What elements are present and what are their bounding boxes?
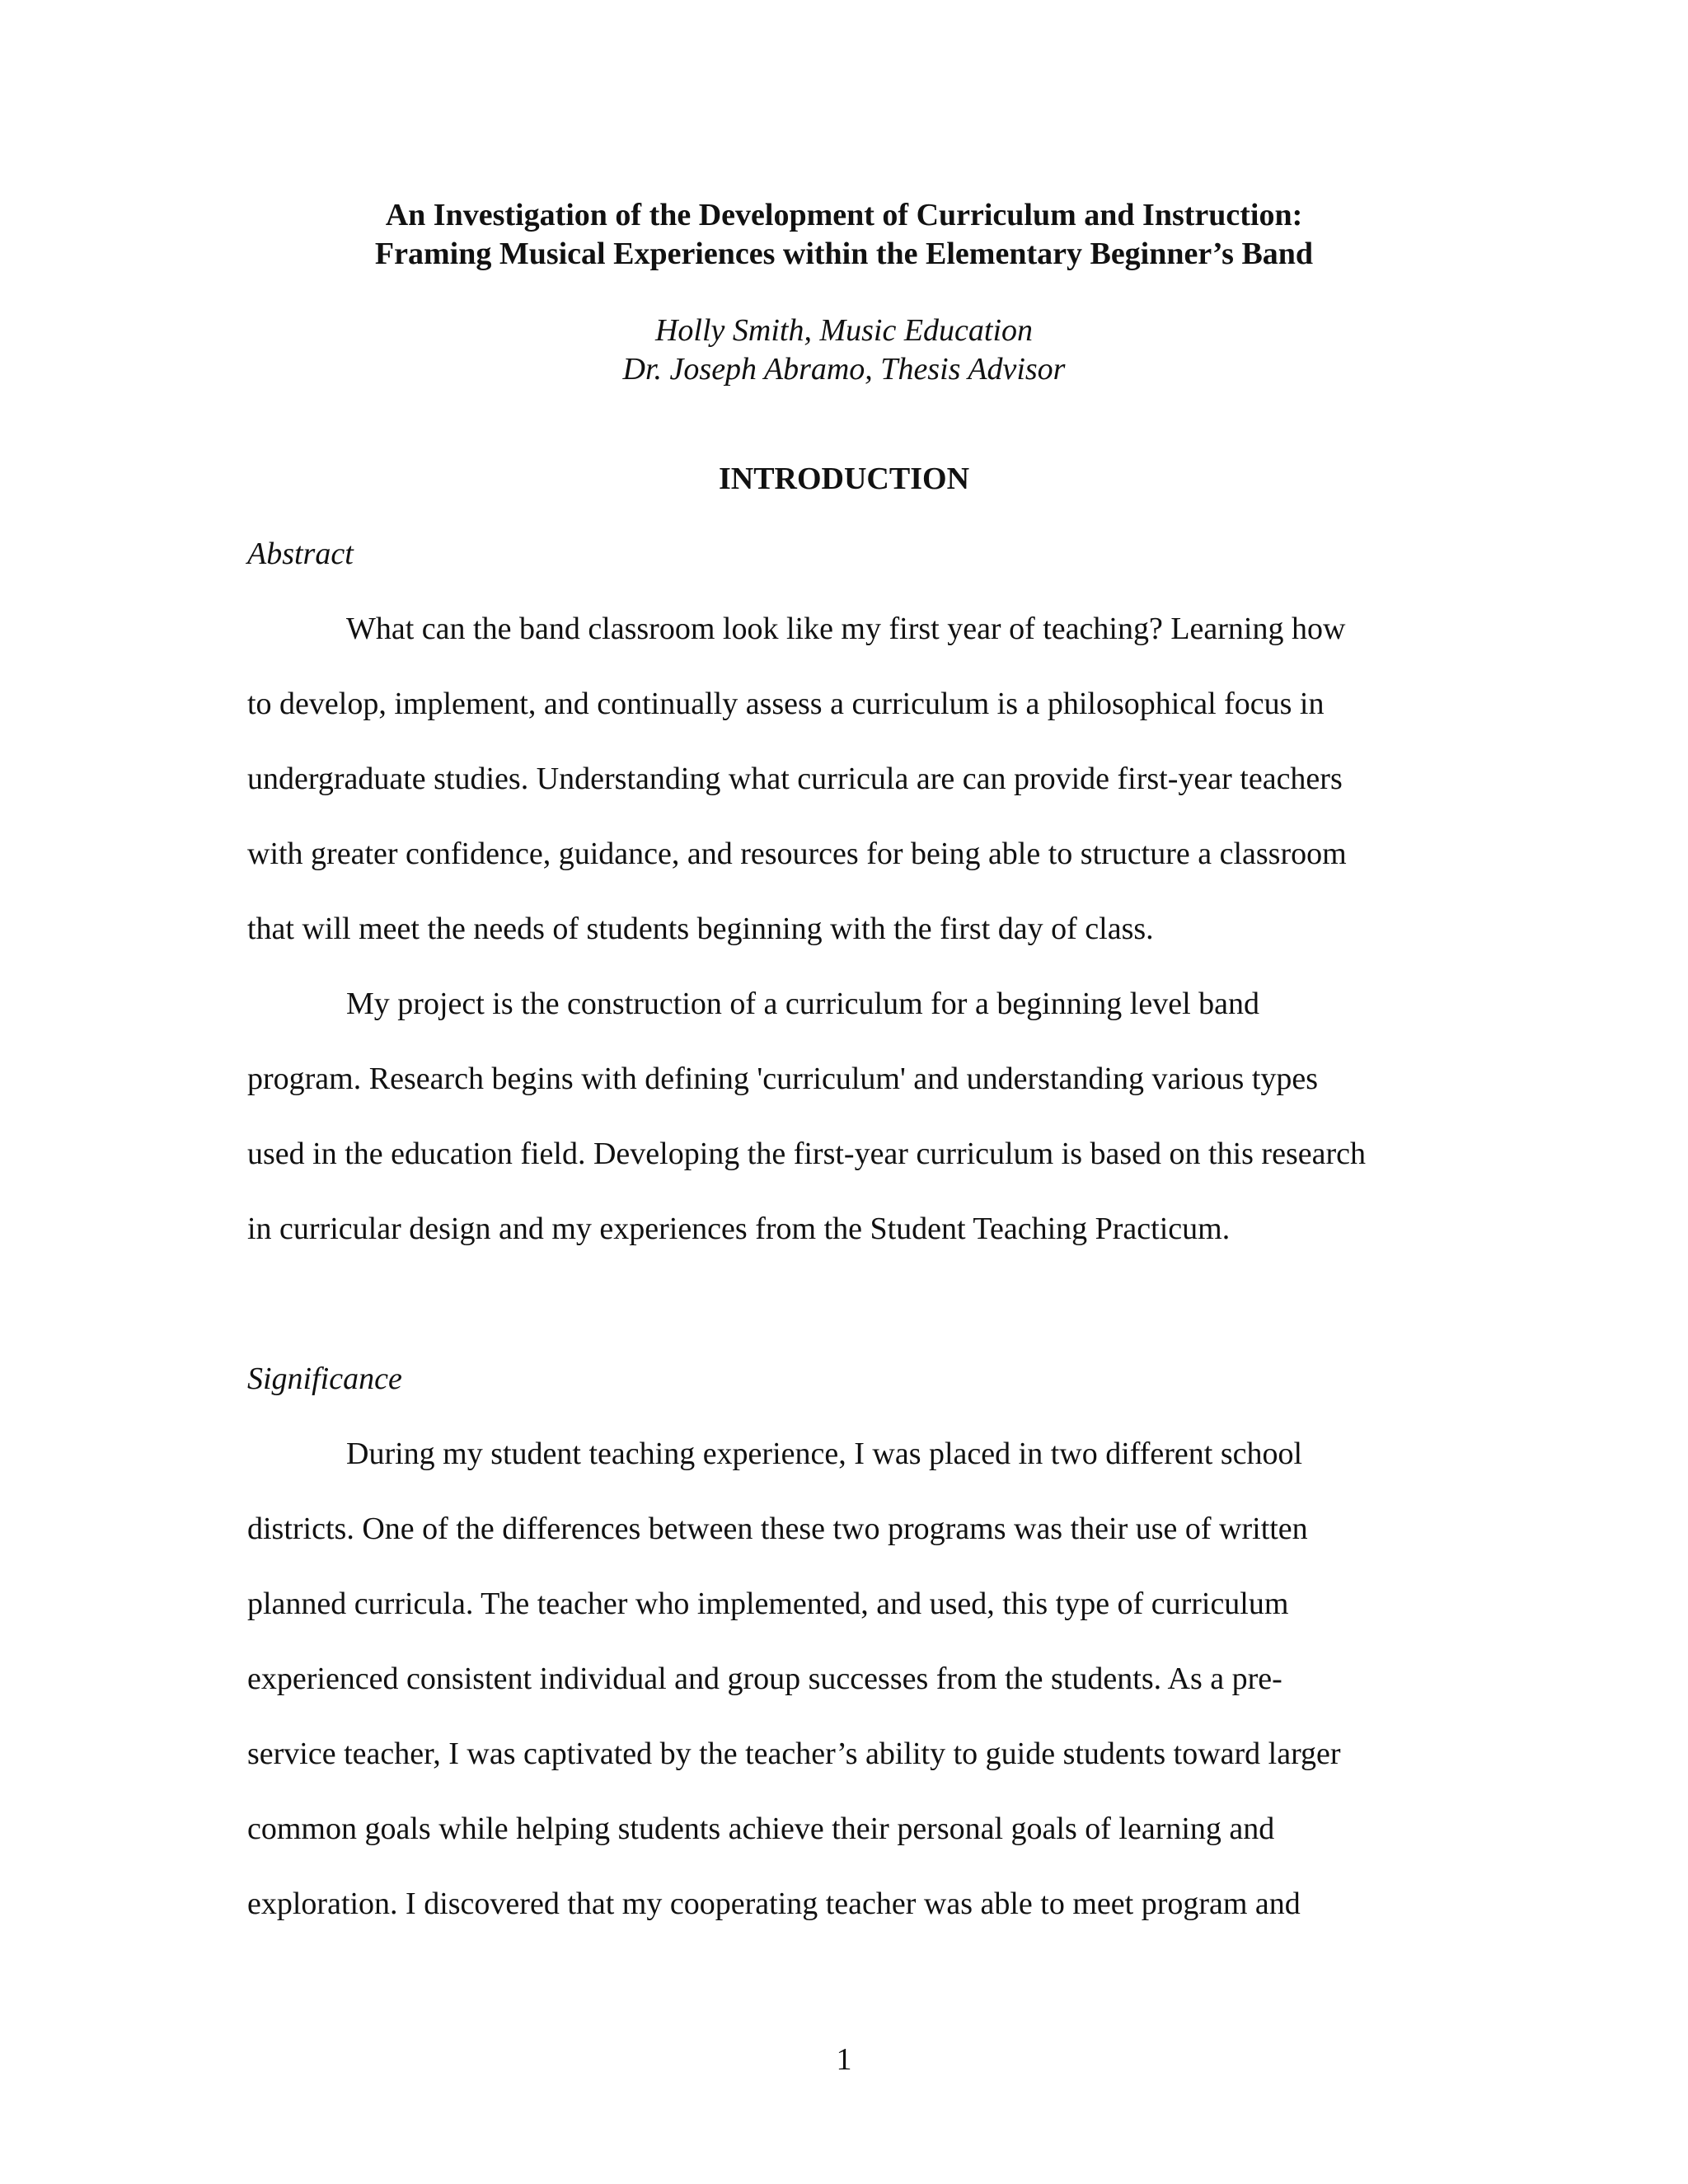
author-line: Holly Smith, Music Education <box>654 313 1034 348</box>
subheading-significance: Significance <box>247 1361 402 1396</box>
page-number: 1 <box>836 2042 852 2077</box>
paragraph-line: common goals while helping students achieve their personal goals of learning and <box>247 1811 1275 1846</box>
paragraph-line: experienced consistent individual and group successes from the students. As a pre- <box>247 1661 1282 1696</box>
paragraph-line: program. Research begins with defining 'curriculum' and understanding various types <box>247 1062 1319 1096</box>
paragraph-line: to develop, implement, and continually assess a curriculum is a philosophical focus in <box>247 687 1325 721</box>
title-line-2: Framing Musical Experiences within the Elementary Beginner’s Band <box>374 237 1314 271</box>
paragraph-line: What can the band classroom look like my first year of teaching? Learning how <box>346 612 1346 646</box>
section-heading-introduction: INTRODUCTION <box>718 462 970 496</box>
paragraph-line: exploration. I discovered that my cooperating teacher was able to meet program and <box>247 1886 1301 1921</box>
advisor-line: Dr. Joseph Abramo, Thesis Advisor <box>622 352 1066 387</box>
paragraph-line: planned curricula. The teacher who implemented, and used, this type of curriculum <box>247 1586 1289 1621</box>
paragraph-line: service teacher, I was captivated by the teacher’s ability to guide students toward larger <box>247 1736 1341 1771</box>
paragraph-line: used in the education field. Developing the first-year curriculum is based on this research <box>247 1137 1366 1171</box>
title-line-1: An Investigation of the Development of Curriculum and Instruction: <box>385 198 1303 232</box>
paragraph-line: in curricular design and my experiences from the Student Teaching Practicum. <box>247 1212 1231 1246</box>
paragraph-line: with greater confidence, guidance, and resources for being able to structure a classroom <box>247 837 1347 871</box>
subheading-abstract: Abstract <box>247 537 354 571</box>
paragraph-line: My project is the construction of a curriculum for a beginning level band <box>346 987 1260 1021</box>
paragraph-line: During my student teaching experience, I was placed in two different school <box>346 1436 1303 1471</box>
paragraph-line: that will meet the needs of students beginning with the first day of class. <box>247 912 1154 946</box>
document-title <box>0 196 1688 274</box>
paragraph-line: undergraduate studies. Understanding what curricula are can provide first-year teachers <box>247 762 1343 796</box>
paragraph-line: districts. One of the differences between these two programs was their use of written <box>247 1511 1308 1546</box>
author-block <box>0 312 1688 389</box>
